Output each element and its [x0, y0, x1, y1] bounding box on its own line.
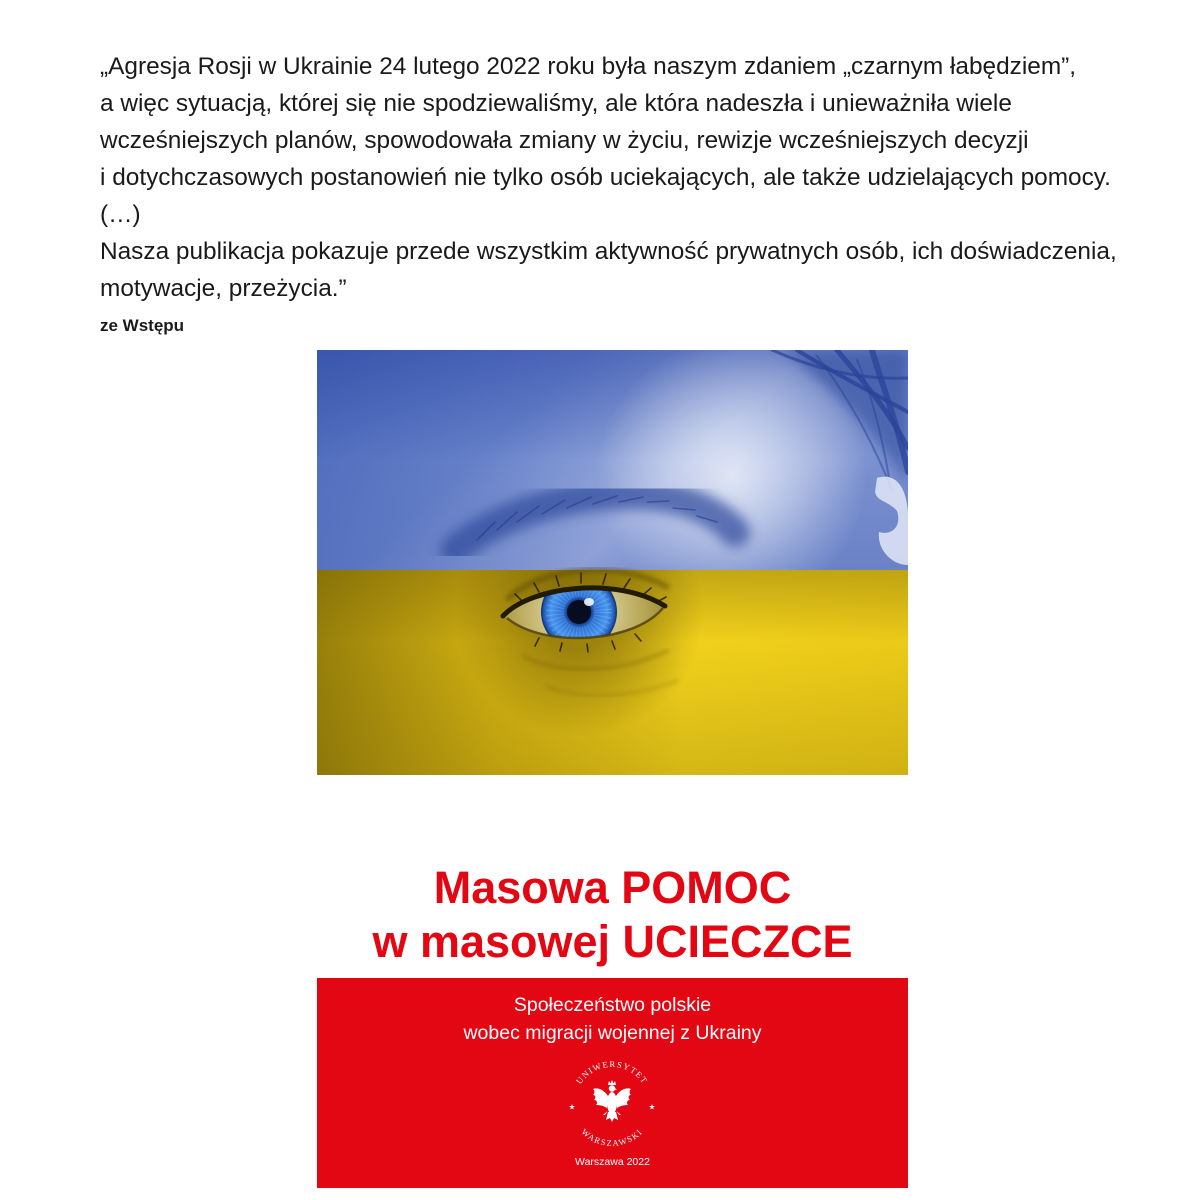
book-cover — [317, 350, 908, 1188]
quote-block — [100, 48, 1117, 307]
flag-blue-band — [317, 350, 908, 570]
quote-line: motywacje, przeżycia.” — [100, 275, 347, 302]
book-subtitle-line: wobec migracji wojennej z Ukrainy — [463, 1022, 762, 1044]
logo-top-text: UNIWERSYTET — [573, 1058, 651, 1086]
publication-place-year: Warszawa 2022 — [575, 1156, 650, 1168]
quote-line: wcześniejszych planów, spowodowała zmiany w życiu, rewizje wcześniejszych decyzji — [100, 127, 1029, 154]
cover-photo — [317, 350, 908, 775]
quote-ellipsis: (…) — [100, 201, 141, 228]
book-title-line: Masowa POMOC — [433, 862, 792, 913]
eagle-icon — [593, 1080, 631, 1122]
svg-text:WARSZAWSKI — [579, 1127, 644, 1149]
book-subtitle — [317, 991, 908, 1047]
eye-highlight — [584, 598, 594, 606]
book-title-line: w masowej UCIECZCE — [372, 916, 853, 967]
book-subtitle-line: Społeczeństwo polskie — [513, 994, 712, 1016]
eagle-seal-icon — [562, 1054, 662, 1154]
quote-line: a więc sytuacją, której się nie spodziewaliśmy, ale która nadeszła i unieważniła wiele — [100, 90, 1012, 117]
quote-line: Nasza publikacja pokazuje przede wszystkim aktywność prywatnych osób, ich doświadczenia, — [100, 238, 1117, 265]
book-title — [317, 861, 908, 969]
quote-line: i dotychczasowych postanowień nie tylko osób uciekających, ale także udzielających pomocy. — [100, 164, 1111, 191]
quote-line: „Agresja Rosji w Ukrainie 24 lutego 2022 roku była naszym zdaniem „czarnym łabędziem”, — [100, 53, 1077, 80]
quote-source: ze Wstępu — [100, 316, 185, 335]
subtitle-band — [317, 978, 908, 1188]
logo-bottom-text: WARSZAWSKI — [579, 1126, 645, 1149]
